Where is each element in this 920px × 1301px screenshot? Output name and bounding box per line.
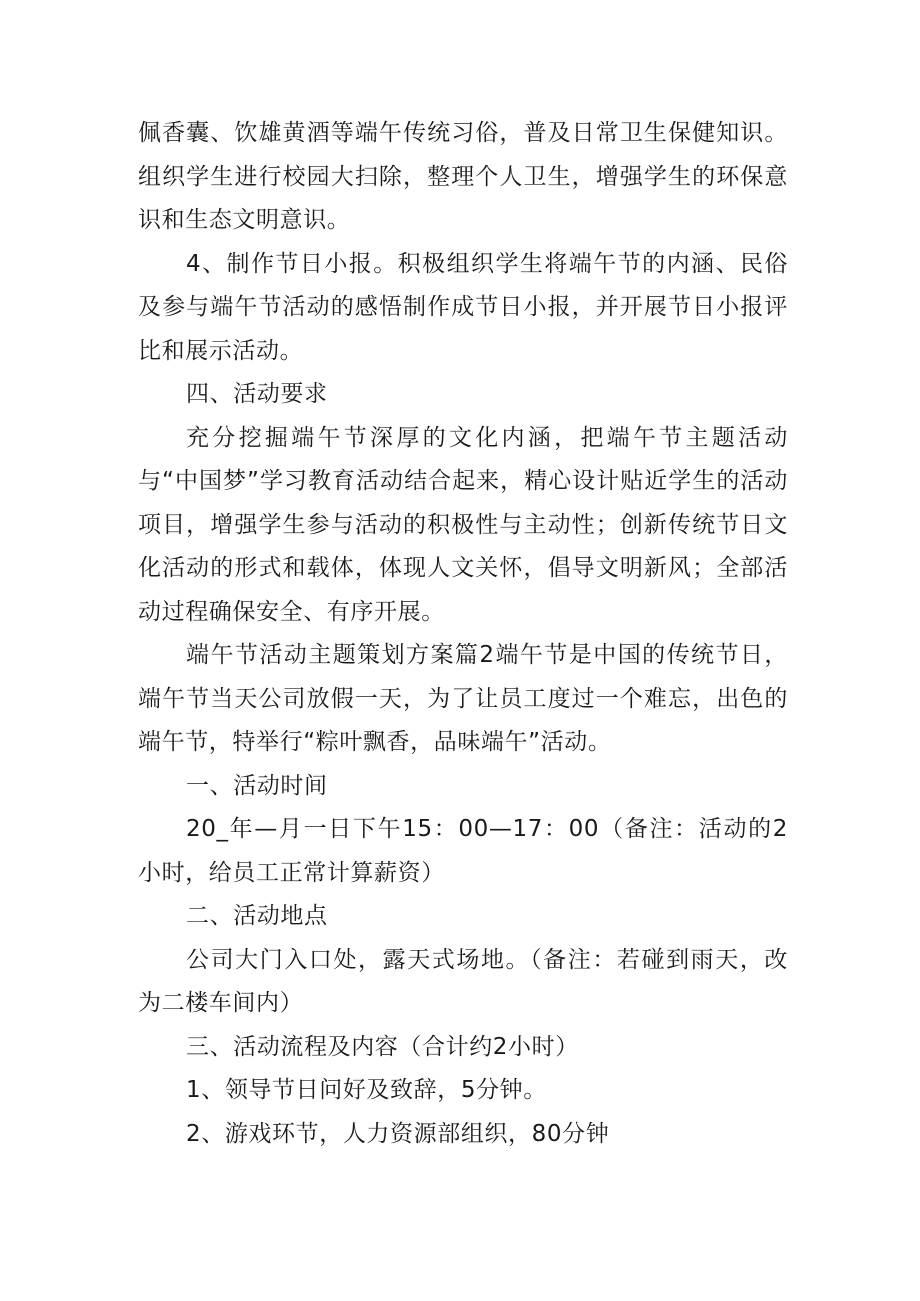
document-body xyxy=(138,112,788,1156)
body-paragraph: 4、制作节日小报。积极组织学生将端午节的内涵、民俗及参与端午节活动的感悟制作成节日小报，并开展节日小报评比和展示活动。 xyxy=(138,250,788,364)
body-paragraph: 充分挖掘端午节深厚的文化内涵，把端午节主题活动与“中国梦”学习教育活动结合起来，精心设计贴近学生的活动项目，增强学生参与活动的积极性与主动性；创新传统节日文化活动的形式和载体，体现人文关怀，倡导文明新风；全部活动过程确保安全、有序开展。 xyxy=(138,424,788,625)
section-heading: 一、活动时间 xyxy=(186,772,328,799)
body-paragraph: 公司大门入口处，露天式场地。（备注：若碰到雨天，改为二楼车间内） xyxy=(138,946,788,1016)
body-paragraph: 佩香囊、饮雄黄酒等端午传统习俗，普及日常卫生保健知识。组织学生进行校园大扫除，整理个人卫生，增强学生的环保意识和生态文明意识。 xyxy=(138,120,788,233)
section-heading: 四、活动要求 xyxy=(186,381,328,407)
section-heading: 二、活动地点 xyxy=(186,903,328,929)
list-item: 2、游戏环节，人力资源部组织，80分钟 xyxy=(186,1120,610,1147)
body-paragraph: 20_年—月一日下午15：00—17：00（备注：活动的2小时，给员工正常计算薪资） xyxy=(138,816,788,886)
section-heading: 三、活动流程及内容（合计约2小时） xyxy=(186,1033,579,1060)
body-paragraph: 端午节活动主题策划方案篇2端午节是中国的传统节日，端午节当天公司放假一天，为了让员工度过一个难忘，出色的端午节，特举行“粽叶飘香，品味端午”活动。 xyxy=(138,642,788,755)
list-item: 1、领导节日问好及致辞，5分钟。 xyxy=(186,1077,547,1103)
